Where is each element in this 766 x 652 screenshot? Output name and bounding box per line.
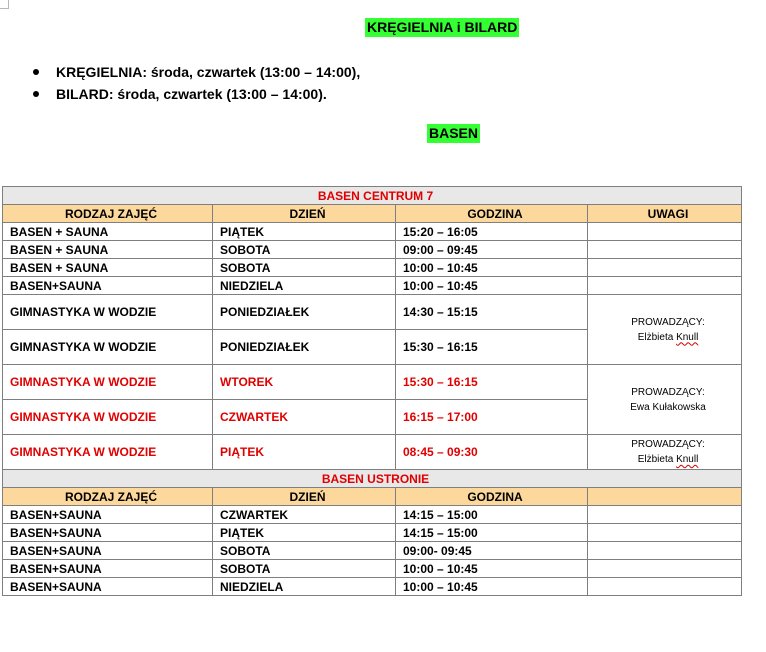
cell-time: 10:00 – 10:45 <box>396 259 588 277</box>
cell-type: BASEN + SAUNA <box>3 259 213 277</box>
table-row <box>3 365 742 400</box>
column-header-notes: UWAGI <box>588 205 742 223</box>
column-header-time: GODZINA <box>396 205 588 223</box>
cell-notes <box>588 578 742 596</box>
bullet-dot-icon <box>33 69 39 75</box>
cell-time: 14:15 – 15:00 <box>396 524 588 542</box>
note-label: PROWADZĄCY: <box>631 316 705 328</box>
cell-type: GIMNASTYKA W WODZIE <box>3 435 213 470</box>
table-row <box>3 241 742 259</box>
cell-type: GIMNASTYKA W WODZIE <box>3 330 213 365</box>
cell-notes <box>588 241 742 259</box>
table-row <box>3 435 742 470</box>
note-first-name: Elżbieta <box>637 331 674 343</box>
section-header-ustronie: BASEN USTRONIE <box>3 470 742 488</box>
column-header-type: RODZAJ ZAJĘĆ <box>3 205 213 223</box>
cell-notes <box>588 277 742 295</box>
cell-type: BASEN+SAUNA <box>3 560 213 578</box>
column-header-time: GODZINA <box>396 488 588 506</box>
cell-time: 08:45 – 09:30 <box>396 435 588 470</box>
note-last-name: Knull <box>676 331 699 343</box>
cell-notes <box>588 542 742 560</box>
cell-notes <box>588 524 742 542</box>
table-row <box>3 259 742 277</box>
cell-day: PONIEDZIAŁEK <box>213 295 396 330</box>
cell-time: 14:15 – 15:00 <box>396 506 588 524</box>
cell-time: 10:00 – 10:45 <box>396 560 588 578</box>
cell-day: PONIEDZIAŁEK <box>213 330 396 365</box>
cell-type: BASEN+SAUNA <box>3 277 213 295</box>
cell-notes-instructor <box>588 365 742 435</box>
cell-day: SOBOTA <box>213 560 396 578</box>
cell-type: BASEN+SAUNA <box>3 524 213 542</box>
column-header-type: RODZAJ ZAJĘĆ <box>3 488 213 506</box>
cell-time: 15:30 – 16:15 <box>396 330 588 365</box>
note-last-name: Knull <box>676 454 699 465</box>
cell-day: SOBOTA <box>213 259 396 277</box>
cell-type: GIMNASTYKA W WODZIE <box>3 400 213 435</box>
table-row <box>3 542 742 560</box>
note-name <box>595 330 741 345</box>
cell-type: GIMNASTYKA W WODZIE <box>3 295 213 330</box>
bullet-item <box>30 61 360 83</box>
table-row <box>3 560 742 578</box>
column-header-day: DZIEŃ <box>213 488 396 506</box>
cell-time: 10:00 – 10:45 <box>396 277 588 295</box>
table-row <box>3 578 742 596</box>
bullet-text: BILARD: środa, czwartek (13:00 – 14:00). <box>56 86 327 102</box>
cell-time: 15:30 – 16:15 <box>396 365 588 400</box>
cell-day: WTOREK <box>213 365 396 400</box>
table-row <box>3 223 742 241</box>
cell-notes <box>588 506 742 524</box>
bullet-text: KRĘGIELNIA: środa, czwartek (13:00 – 14:00), <box>56 64 361 80</box>
section-header-row <box>3 187 742 205</box>
cell-notes-instructor <box>588 435 742 470</box>
page-corner-mark <box>0 0 9 9</box>
column-header-row <box>3 488 742 506</box>
column-header-empty <box>588 488 742 506</box>
column-header-day: DZIEŃ <box>213 205 396 223</box>
cell-notes <box>588 259 742 277</box>
cell-day: PIĄTEK <box>213 435 396 470</box>
table-row <box>3 295 742 330</box>
note-label: PROWADZĄCY: <box>631 439 705 450</box>
column-header-row <box>3 205 742 223</box>
note-first-name: Ewa <box>630 401 650 413</box>
cell-time: 09:00 – 09:45 <box>396 241 588 259</box>
cell-type: BASEN+SAUNA <box>3 542 213 560</box>
cell-type: GIMNASTYKA W WODZIE <box>3 365 213 400</box>
section-header-row <box>3 470 742 488</box>
table-row <box>3 277 742 295</box>
cell-notes-instructor <box>588 295 742 365</box>
cell-day: PIĄTEK <box>213 223 396 241</box>
cell-notes <box>588 560 742 578</box>
cell-type: BASEN+SAUNA <box>3 578 213 596</box>
bullet-list <box>30 61 360 105</box>
bullet-dot-icon <box>33 91 39 97</box>
note-name <box>595 452 741 467</box>
cell-time: 16:15 – 17:00 <box>396 400 588 435</box>
cell-type: BASEN + SAUNA <box>3 223 213 241</box>
note-label: PROWADZĄCY: <box>631 386 705 398</box>
cell-day: NIEDZIELA <box>213 578 396 596</box>
bullet-item <box>30 83 360 105</box>
cell-day: PIĄTEK <box>213 524 396 542</box>
table-row <box>3 506 742 524</box>
cell-time: 14:30 – 15:15 <box>396 295 588 330</box>
cell-day: SOBOTA <box>213 542 396 560</box>
cell-type: BASEN+SAUNA <box>3 506 213 524</box>
cell-day: CZWARTEK <box>213 400 396 435</box>
table-row <box>3 524 742 542</box>
note-first-name: Elżbieta <box>637 454 674 465</box>
section-header-centrum: BASEN CENTRUM 7 <box>3 187 742 205</box>
section-title-basen: BASEN <box>429 125 479 141</box>
note-last-name: Kułakowska <box>652 401 706 413</box>
cell-time: 15:20 – 16:05 <box>396 223 588 241</box>
cell-day: CZWARTEK <box>213 506 396 524</box>
cell-type: BASEN + SAUNA <box>3 241 213 259</box>
cell-time: 09:00- 09:45 <box>396 542 588 560</box>
page-title: KRĘGIELNIA i BILARD <box>367 19 518 35</box>
cell-time: 10:00 – 10:45 <box>396 578 588 596</box>
cell-notes <box>588 223 742 241</box>
note-name <box>595 400 741 415</box>
cell-day: NIEDZIELA <box>213 277 396 295</box>
cell-day: SOBOTA <box>213 241 396 259</box>
schedule-table <box>2 186 742 596</box>
